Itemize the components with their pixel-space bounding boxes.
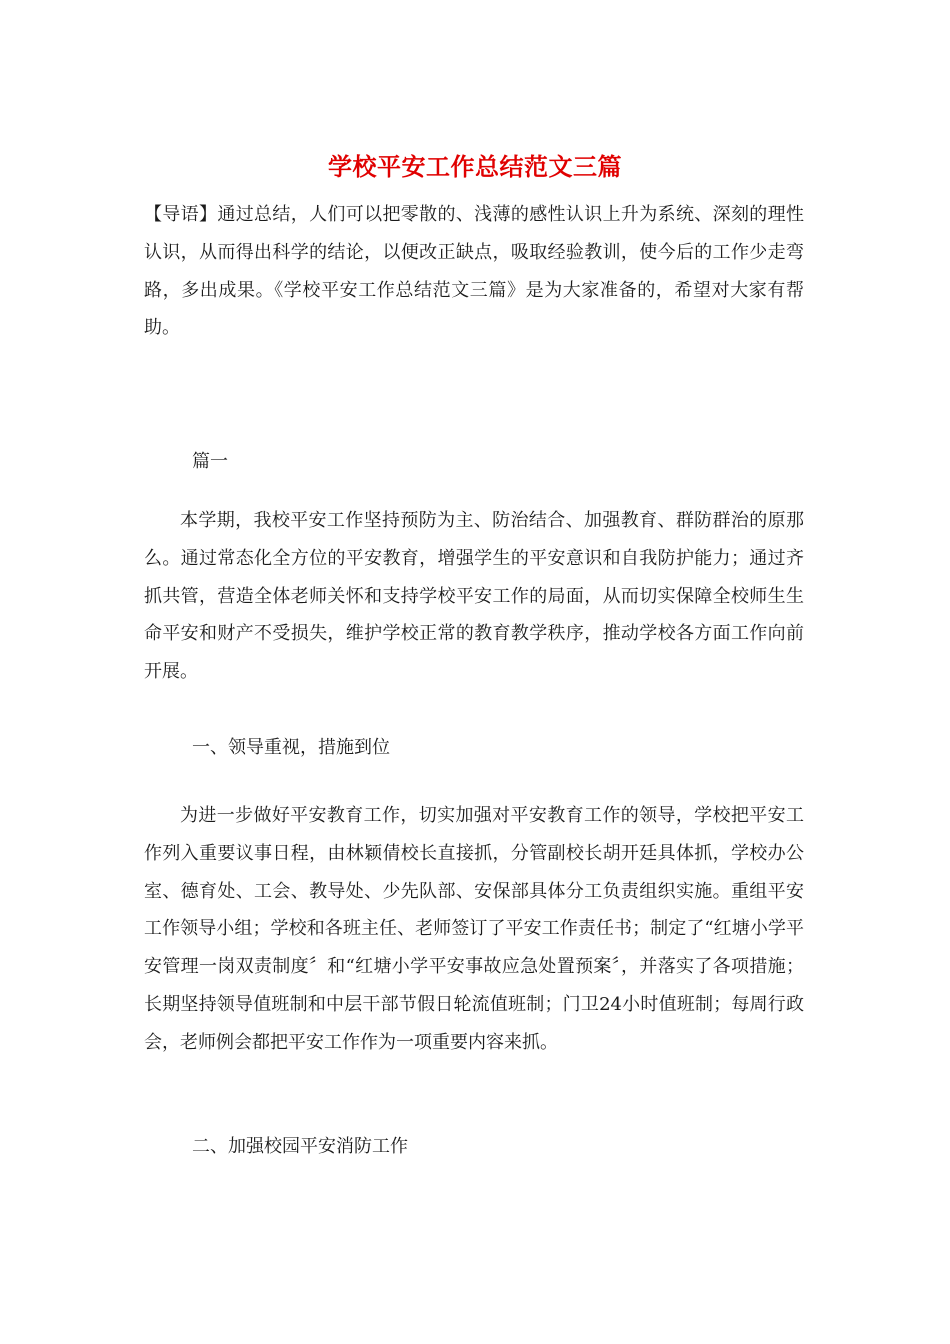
section-heading-part-one: 篇一 (192, 451, 228, 472)
intro-paragraph: 【导语】通过总结，人们可以把零散的、浅薄的感性认识上升为系统、深刻的理性认识，从而得出科学的结论，以便改正缺点，吸取经验教训，使今后的工作少走弯路，多出成果。《学校平安工作总结范文三篇》是为大家准备的，希望对大家有帮助。 (144, 204, 804, 339)
document-title: 学校平安工作总结范文三篇 (328, 152, 622, 181)
section-heading-leadership: 一、领导重视，措施到位 (192, 737, 390, 758)
section-paragraph-leadership: 为进一步做好平安教育工作，切实加强对平安教育工作的领导，学校把平安工作列入重要议事日程，由林颖倩校长直接抓，分管副校长胡开廷具体抓，学校办公室、德育处、工会、教导处、少先队部、安保部具体分工负责组织实施。重组平安工作领导小组；学校和各班主任、老师签订了平安工作责任书；制定了“红塘小学平安管理一岗双责制度〞和“红塘小学平安事故应急处置预案〞，并落实了各项措施；长期坚持领导值班制和中层干部节假日轮流值班制；门卫24小时值班制；每周行政会，老师例会都把平安工作作为一项重要内容来抓。 (144, 805, 804, 1053)
section-paragraph-part-one: 本学期，我校平安工作坚持预防为主、防治结合、加强教育、群防群治的原那么。通过常态化全方位的平安教育，增强学生的平安意识和自我防护能力；通过齐抓共管，营造全体老师关怀和支持学校平安工作的局面，从而切实保障全校师生生命平安和财产不受损失，维护学校正常的教育教学秩序，推动学校各方面工作向前开展。 (144, 510, 804, 683)
section-heading-fire-safety: 二、加强校园平安消防工作 (192, 1136, 408, 1157)
